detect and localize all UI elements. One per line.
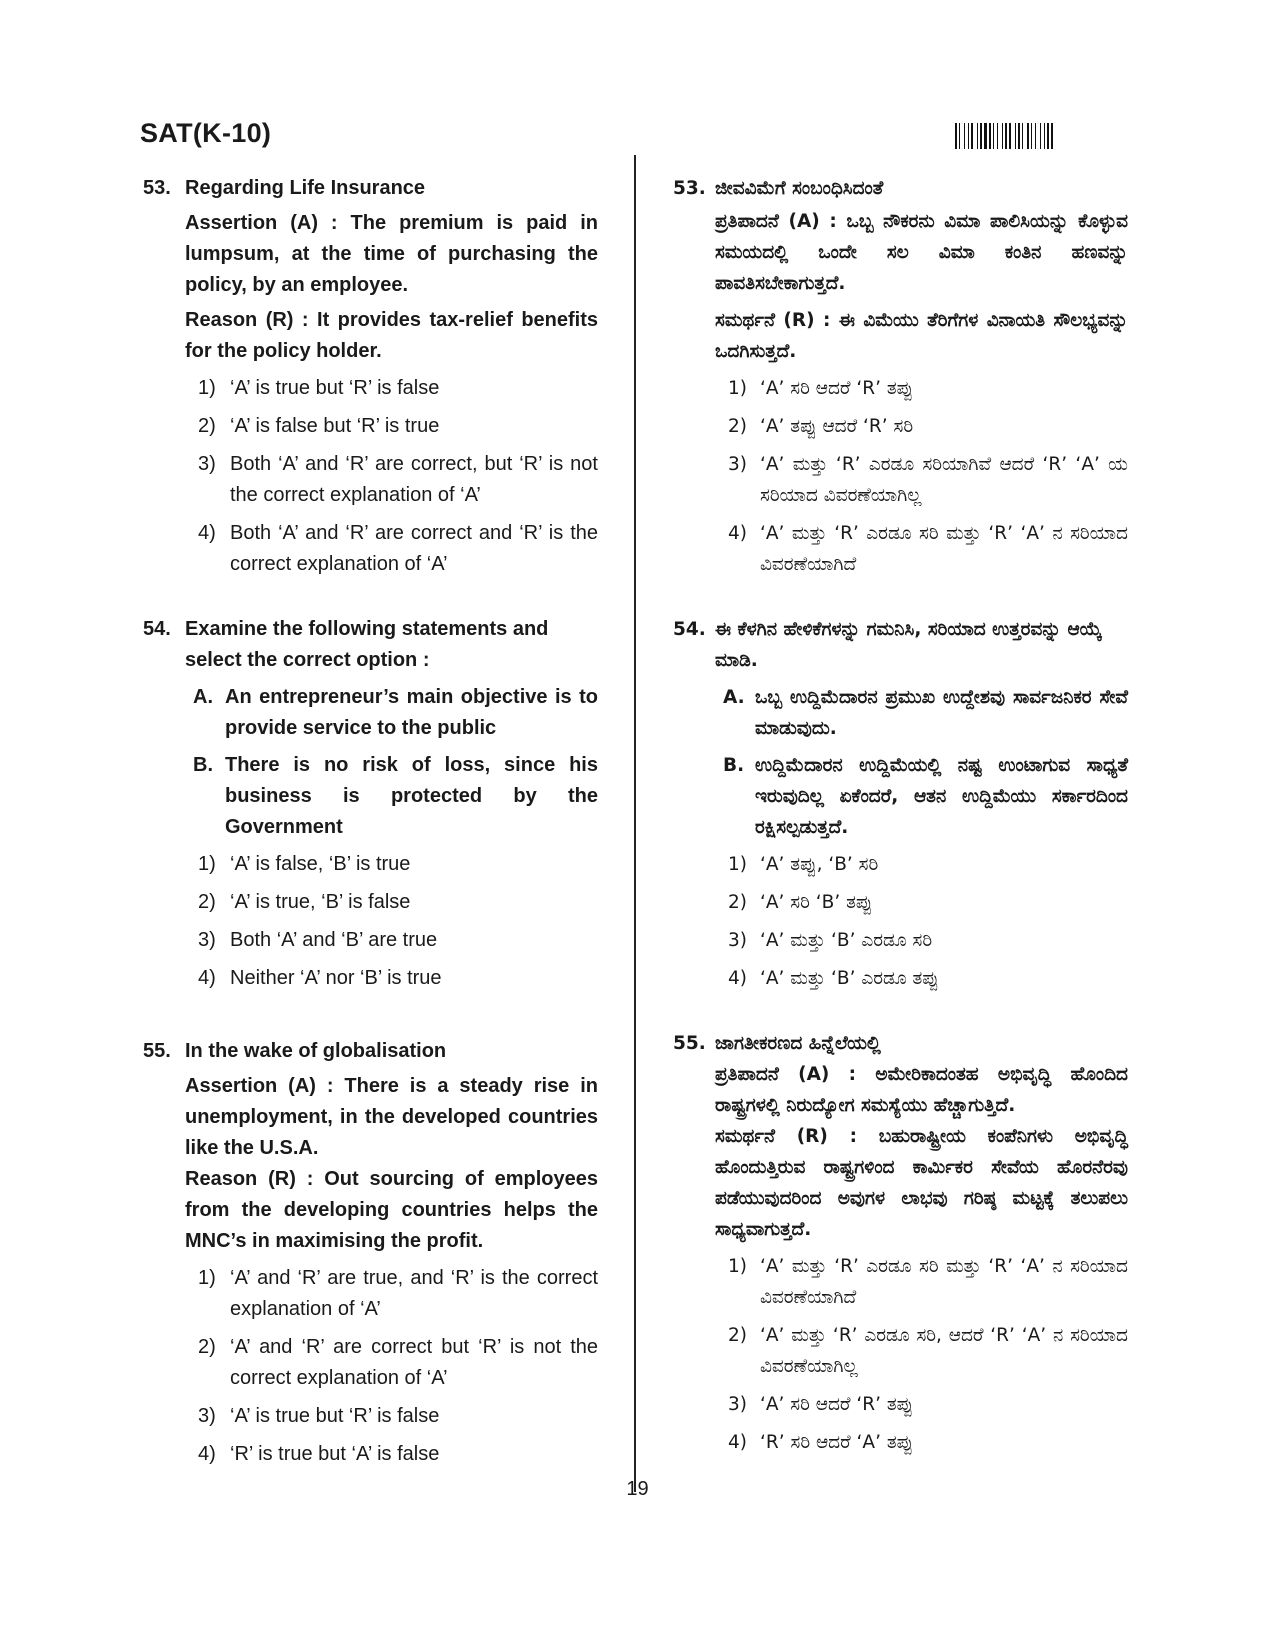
question-55-kn [673,1028,1128,1458]
question-55-en [143,1036,598,1470]
option[interactable]: 4) Both ‘A’ and ‘R’ are correct and ‘R’ is the correct explanation of ‘A’ [198,522,598,575]
statement: B. ಉದ್ದಿಮೆದಾರನ ಉದ್ದಿಮೆಯಲ್ಲಿ ನಷ್ಟ ಉಂಟಾಗುವ ಸಾಧ್ಯತೆ ಇರುವುದಿಲ್ಲ ಏಕೆಂದರೆ, ಆತನ ಉದ್ದಿಮೆಯು ಸರ್ಕಾರದಿಂದ ರಕ್ಷಿಸಲ್ಪಡುತ್ತದೆ. [723,755,1128,838]
question-54-kn [673,614,1128,994]
option[interactable]: 2) ‘A’ and ‘R’ are correct but ‘R’ is not the correct explanation of ‘A’ [198,1336,598,1389]
statements-list [193,682,598,843]
option[interactable]: 3) ‘A’ ಮತ್ತು ‘R’ ಎರಡೂ ಸರಿಯಾಗಿವೆ ಆದರೆ ‘R’ ‘A’ ಯ ಸರಿಯಾದ ವಿವರಣೆಯಾಗಿಲ್ಲ [728,454,1128,506]
statement: A. ಒಬ್ಬ ಉದ್ದಿಮೆದಾರನ ಪ್ರಮುಖ ಉದ್ದೇಶವು ಸಾರ್ವಜನಿಕರ ಸೇವೆ ಮಾಡುವುದು. [723,687,1128,739]
question-number: 54. [143,618,171,640]
option[interactable]: 3) ‘A’ ಸರಿ ಆದರೆ ‘R’ ತಪ್ಪು [728,1394,914,1415]
option[interactable]: 1) ‘A’ ಮತ್ತು ‘R’ ಎರಡೂ ಸರಿ ಮತ್ತು ‘R’ ‘A’ ನ ಸರಿಯಾದ ವಿವರಣೆಯಾಗಿದೆ [728,1256,1128,1308]
option[interactable]: 2) ‘A’ is false but ‘R’ is true [198,415,440,437]
option[interactable]: 4) ‘R’ ಸರಿ ಆದರೆ ‘A’ ತಪ್ಪು [728,1432,914,1453]
option[interactable]: 3) ‘A’ is true but ‘R’ is false [198,1405,440,1427]
reason: ಸಮರ್ಥನೆ (R) : ಬಹುರಾಷ್ಟ್ರೀಯ ಕಂಪೆನಿಗಳು ಅಭಿವೃದ್ಧಿ ಹೊಂದುತ್ತಿರುವ ರಾಷ್ಟ್ರಗಳಿಂದ ಕಾರ್ಮಿಕರ ಸೇವೆಯ ಹೊರನೆರವು ಪಡೆಯುವುದರಿಂದ ಅವುಗಳ ಲಾಭವು ಗರಿಷ್ಠ ಮಟ್ಟಕ್ಕೆ ತಲುಪಲು ಸಾಧ್ಯವಾಗುತ್ತದೆ. [715,1126,1128,1240]
assertion: Assertion (A) : There is a steady rise in unemployment, in the developed countries like the U.S.A. [185,1075,598,1159]
option[interactable]: 2) ‘A’ ಸರಿ ‘B’ ತಪ್ಪು [728,892,873,913]
option[interactable]: 1) ‘A’ ತಪ್ಪು, ‘B’ ಸರಿ [728,854,879,875]
option[interactable]: 3) Both ‘A’ and ‘B’ are true [198,929,438,951]
option[interactable]: 2) ‘A’ ತಪ್ಪು ಆದರೆ ‘R’ ಸರಿ [728,416,914,437]
option[interactable]: 2) ‘A’ ಮತ್ತು ‘R’ ಎರಡೂ ಸರಿ, ಆದರೆ ‘R’ ‘A’ ನ ಸರಿಯಾದ ವಿವರಣೆಯಾಗಿಲ್ಲ [728,1325,1128,1377]
statement: A. An entrepreneur’s main objective is to provide service to the public [193,686,598,739]
question-number: 53. [673,178,706,199]
option[interactable]: 3) ‘A’ ಮತ್ತು ‘B’ ಎರಡೂ ಸರಿ [728,930,933,951]
statements-list [723,682,1128,843]
question-number: 54. [673,619,706,640]
option[interactable]: 4) ‘A’ ಮತ್ತು ‘B’ ಎರಡೂ ತಪ್ಪು [728,968,939,989]
option[interactable]: 4) ‘R’ is true but ‘A’ is false [198,1443,440,1465]
question-53-kn [673,173,1128,580]
options-list [728,373,1128,580]
option[interactable]: 1) ‘A’ and ‘R’ are true, and ‘R’ is the correct explanation of ‘A’ [198,1267,598,1320]
assertion: Assertion (A) : The premium is paid in lumpsum, at the time of purchasing the policy, by an employee. [185,212,598,296]
options-list [198,373,598,580]
option[interactable]: 1) ‘A’ ಸರಿ ಆದರೆ ‘R’ ತಪ್ಪು [728,378,914,399]
page-number: 19 [626,1478,649,1500]
assertion: ಪ್ರತಿಪಾದನೆ (A) : ಒಬ್ಬ ನೌಕರನು ವಿಮಾ ಪಾಲಿಸಿಯನ್ನು ಕೊಳ್ಳುವ ಸಮಯದಲ್ಲಿ ಒಂದೇ ಸಲ ವಿಮಾ ಕಂತಿನ ಹಣವನ್ನು ಪಾವತಿಸಬೇಕಾಗುತ್ತದೆ. [715,211,1128,294]
kannada-column [673,173,1128,1465]
question-53-en [143,173,598,580]
options-list [728,1251,1128,1458]
barcode [955,123,1125,149]
reason: ಸಮರ್ಥನೆ (R) : ಈ ವಿಮೆಯು ತೆರಿಗೆಗಳ ವಿನಾಯತಿ ಸೌಲಭ್ಯವನ್ನು ಒದಗಿಸುತ್ತದೆ. [715,310,1128,362]
question-title: ಈ ಕೆಳಗಿನ ಹೇಳಿಕೆಗಳನ್ನು ಗಮನಿಸಿ, ಸರಿಯಾದ ಉತ್ತರವನ್ನು ಆಯ್ಕೆ ಮಾಡಿ. [715,619,1102,671]
question-number: 53. [143,177,171,199]
column-divider [634,155,636,1492]
reason: Reason (R) : It provides tax-relief benefits for the policy holder. [185,309,598,362]
question-title: ಜಾಗತೀಕರಣದ ಹಿನ್ನೆಲೆಯಲ್ಲಿ [715,1033,881,1054]
question-number: 55. [673,1033,706,1054]
question-title: In the wake of globalisation [185,1040,447,1062]
option[interactable]: 2) ‘A’ is true, ‘B’ is false [198,891,411,913]
options-list [728,849,1128,994]
options-list [198,849,598,994]
option[interactable]: 1) ‘A’ is false, ‘B’ is true [198,853,411,875]
assertion: ಪ್ರತಿಪಾದನೆ (A) : ಅಮೇರಿಕಾದಂತಹ ಅಭಿವೃದ್ಧಿ ಹೊಂದಿದ ರಾಷ್ಟ್ರಗಳಲ್ಲಿ ನಿರುದ್ಯೋಗ ಸಮಸ್ಯೆಯು ಹೆಚ್ಚಾಗುತ್ತಿದೆ. [715,1064,1128,1116]
question-title: Regarding Life Insurance [185,177,426,199]
reason: Reason (R) : Out sourcing of employees from the developing countries helps the MNC’s in maximising the profit. [185,1168,598,1252]
exam-code: SAT(K-10) [140,118,272,148]
option[interactable]: 1) ‘A’ is true but ‘R’ is false [198,377,440,399]
question-number: 55. [143,1040,171,1062]
options-list [198,1263,598,1470]
question-54-en [143,614,598,994]
option[interactable]: 4) Neither ‘A’ nor ‘B’ is true [198,967,442,989]
english-column [143,173,598,1477]
statement: B. There is no risk of loss, since his business is protected by the Government [193,754,598,838]
question-title: ಜೀವವಿಮೆಗೆ ಸಂಬಂಧಿಸಿದಂತೆ [715,178,884,199]
question-title: Examine the following statements and select the correct option : [185,618,549,671]
option[interactable]: 3) Both ‘A’ and ‘R’ are correct, but ‘R’ is not the correct explanation of ‘A’ [198,453,598,506]
option[interactable]: 4) ‘A’ ಮತ್ತು ‘R’ ಎರಡೂ ಸರಿ ಮತ್ತು ‘R’ ‘A’ ನ ಸರಿಯಾದ ವಿವರಣೆಯಾಗಿದೆ [728,523,1128,575]
